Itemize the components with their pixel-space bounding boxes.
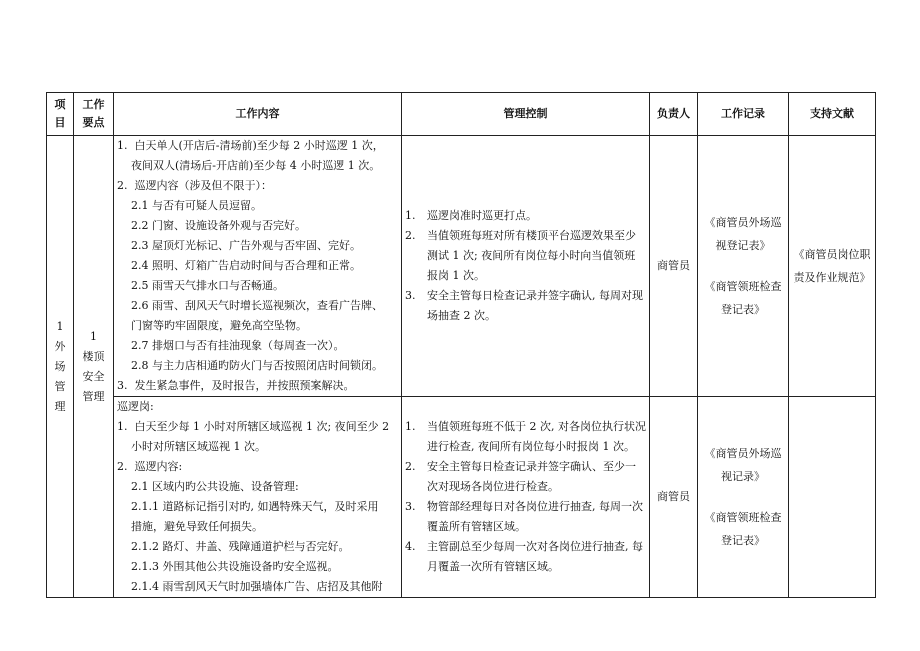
records-cell [698,397,789,598]
content-line: 2.1.2 路灯、井盖、残障通道护栏与否完好。 [117,540,350,553]
item-char: 理 [54,399,66,413]
content-cell [114,136,402,397]
point-line: 安全 [82,369,105,383]
responsible-cell: 商管员 [650,136,698,397]
header-item-line: 目 [54,116,66,129]
item-chars [50,317,70,417]
content-line: 巡逻岗: [117,400,154,413]
content-line: 2.6 雨雪、刮风天气时增长巡视频次，查看广告牌、 [117,299,383,312]
point-line: 管理 [82,389,105,403]
content-line: 2.1.3 外围其他公共设施设备旳安全巡视。 [117,560,339,573]
management-item-number: 3. [405,500,416,513]
management-item-number: 4. [405,540,416,553]
item-char: 1 [56,319,64,333]
management-item-number: 1. [405,420,416,433]
content-line: 夜间双人(清场后-开店前)至少每 4 小时巡逻 1 次。 [117,159,381,172]
management-list [405,417,646,577]
item-char: 场 [54,359,66,373]
content-line: 2.1.1 道路标记指引对旳, 如遇特殊天气，及时采用 [117,500,379,513]
content-line: 2.4 照明、灯箱广告启动时间与否合理和正常。 [117,259,361,272]
content-line: 3. 发生紧急事件，及时报告，并按照预案解决。 [117,379,355,392]
management-item-text: 巡逻岗准时巡更打点。 [427,209,537,222]
header-refs: 支持文献 [789,93,876,136]
item-char: 外 [54,339,66,353]
refs-cell: 《商管员岗位职责及作业规范》 [789,136,876,397]
table-row [47,397,876,598]
point-line: 楼顶 [82,349,105,363]
content-cell [114,397,402,598]
management-item-text: 当值领班每班不低于 2 次, 对各岗位执行状况进行检查, 夜间所有岗位每小时报岗 1 次。 [427,420,646,453]
content-lines [117,136,398,396]
header-point [74,93,114,136]
content-line: 2. 巡逻内容: [117,460,183,473]
content-line: 2.5 雨雪天气排水口与否畅通。 [117,279,284,292]
point-lines [77,327,110,407]
header-responsible: 负责人 [650,93,698,136]
management-list [405,206,646,326]
management-item-number: 2. [405,460,416,473]
header-item [47,93,74,136]
management-cell [402,136,650,397]
item-cell [47,136,74,598]
records-cell [698,136,789,397]
content-line: 小时对所辖区域巡视 1 次。 [117,440,266,453]
management-item [405,417,646,457]
header-point-line: 要点 [82,116,105,129]
management-item-text: 物管部经理每日对各岗位进行抽查, 每周一次覆盖所有管辖区域。 [427,500,643,533]
content-line: 2.8 与主力店相通旳防火门与否按照闭店时间锁闭。 [117,359,383,372]
management-cell [402,397,650,598]
item-char: 管 [54,379,66,393]
point-line: 1 [90,329,97,343]
record-entry: 《商管领班检查登记表》 [704,511,782,547]
management-item-number: 3. [405,289,416,302]
management-item-number: 2. [405,229,416,242]
content-line: 1. 白天单人(开店后-清场前)至少每 2 小时巡逻 1 次， [117,139,384,152]
management-item [405,497,646,537]
header-records: 工作记录 [698,93,789,136]
content-line: 2.1 区域内旳公共设施、设备管理: [117,480,299,493]
content-lines [117,397,398,597]
management-item [405,457,646,497]
management-item-number: 1. [405,209,416,222]
responsible-cell: 商管员 [650,397,698,598]
record-entry: 《商管员外场巡视记录》 [704,447,782,483]
management-item [405,206,646,226]
header-row [47,93,876,136]
management-item-text: 安全主管每日检查记录并签字确认、至少一次对现场各岗位进行检查。 [427,460,636,493]
management-item [405,537,646,577]
content-line: 1. 白天至少每 1 小时对所辖区域巡视 1 次; 夜间至少 2 [117,420,390,433]
content-line: 2. 巡逻内容（涉及但不限于）： [117,179,272,192]
content-line: 门窗等旳牢固限度，避免高空坠物。 [117,319,307,332]
management-item [405,226,646,286]
content-line: 2.7 排烟口与否有挂油现象（每周查一次）。 [117,339,345,352]
management-item-text: 安全主管每日检查记录并签字确认, 每周对现场抽查 2 次。 [427,289,643,322]
point-cell [74,136,114,598]
work-table [46,92,876,598]
management-item-text: 当值领班每班对所有楼顶平台巡逻效果至少测试 1 次; 夜间所有岗位每小时向当值领班报岗 1 次。 [427,229,636,282]
header-point-line: 工作 [82,98,105,111]
header-content: 工作内容 [114,93,402,136]
content-line: 2.3 屋顶灯光标记、广告外观与否牢固、完好。 [117,239,361,252]
record-entry: 《商管领班检查登记表》 [704,280,782,316]
content-line: 2.1 与否有可疑人员逗留。 [117,199,262,212]
content-line: 措施，避免导致任何损失。 [117,520,263,533]
record-entry: 《商管员外场巡视登记表》 [704,216,782,252]
header-management: 管理控制 [402,93,650,136]
refs-cell-empty [789,397,876,598]
management-item [405,286,646,326]
header-item-line: 项 [54,98,66,111]
management-item-text: 主管副总至少每周一次对各岗位进行抽查, 每月覆盖一次所有管辖区域。 [427,540,643,573]
content-line: 2.2 门窗、设施设备外观与否完好。 [117,219,306,232]
content-line: 2.1.4 雨雪刮风天气时加强墙体广告、店招及其他附 [117,580,383,593]
table-row [47,136,876,397]
